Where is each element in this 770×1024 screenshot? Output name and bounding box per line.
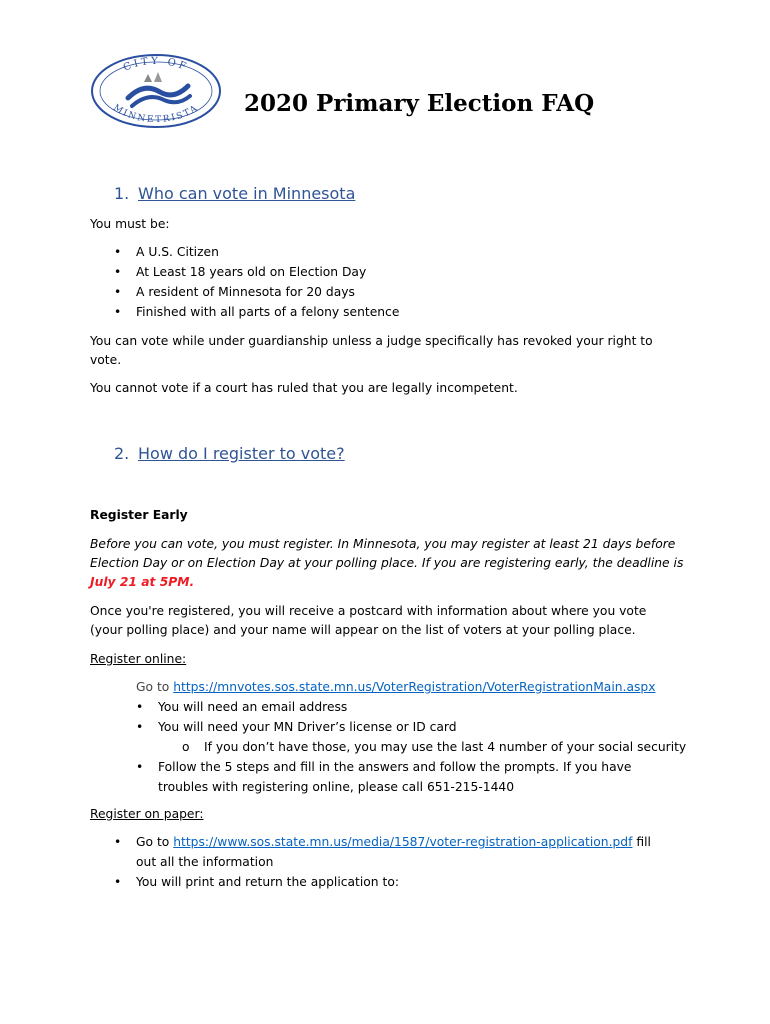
list-item: • Go to https://www.sos.state.mn.us/media/1587/voter-registration-application.pdf fill out all the information xyxy=(114,835,651,869)
section2-number: 2. xyxy=(114,444,130,463)
section1-number: 1. xyxy=(114,184,130,203)
paper-application-link[interactable]: https://www.sos.state.mn.us/media/1587/voter-registration-application.pdf xyxy=(173,835,633,849)
city-logo xyxy=(88,52,224,130)
list-item: • A resident of Minnesota for 20 days xyxy=(114,285,355,299)
list-item: • At Least 18 years old on Election Day xyxy=(114,265,367,279)
deadline-text: July 21 at 5PM. xyxy=(90,575,195,589)
section2-heading xyxy=(114,444,345,463)
list-item: • A U.S. Citizen xyxy=(114,245,219,259)
section1-heading xyxy=(114,184,355,203)
online-goto: Go to https://mnvotes.sos.state.mn.us/VoterRegistration/VoterRegistrationMain.aspx xyxy=(136,680,656,694)
logo-text-bottom: MINNETRISTA xyxy=(111,102,201,126)
list-item: • You will need your MN Driver’s license or ID card xyxy=(136,720,457,734)
section2-title: How do I register to vote? xyxy=(138,444,345,463)
online-registration-link[interactable]: https://mnvotes.sos.state.mn.us/VoterRegistration/VoterRegistrationMain.aspx xyxy=(173,680,656,694)
postcard-text: Once you're registered, you will receive a postcard with information about where you vote (your polling place) and your name will appear on the list of voters at your polling place. xyxy=(90,604,647,637)
register-early-text: Before you can vote, you must register. In Minnesota, you may register at least 21 days before Election Day or on Election Day at your polling place. If you are registering early, the deadline is July 21 at 5PM. xyxy=(90,537,684,589)
page-title: 2020 Primary Election FAQ xyxy=(244,90,595,117)
logo-text-top: CITY OF xyxy=(121,55,191,74)
list-item: • Follow the 5 steps and fill in the answers and follow the prompts. If you have troubles with registering online, please call 651-215-1440 xyxy=(136,760,632,794)
guardianship-text: You can vote while under guardianship unless a judge specifically has revoked your right to vote. xyxy=(90,334,653,367)
list-item: • You will need an email address xyxy=(136,700,348,714)
list-item: • You will print and return the application to: xyxy=(114,875,399,889)
register-early-heading: Register Early xyxy=(90,508,188,522)
incompetent-text: You cannot vote if a court has ruled that you are legally incompetent. xyxy=(90,381,518,395)
register-paper-label: Register on paper: xyxy=(90,807,204,821)
list-item: • Finished with all parts of a felony sentence xyxy=(114,305,400,319)
register-online-label: Register online: xyxy=(90,652,187,666)
section1-title: Who can vote in Minnesota xyxy=(138,184,356,203)
section1-intro: You must be: xyxy=(90,217,170,231)
sub-list-item: o If you don’t have those, you may use the last 4 number of your social security xyxy=(182,740,687,754)
